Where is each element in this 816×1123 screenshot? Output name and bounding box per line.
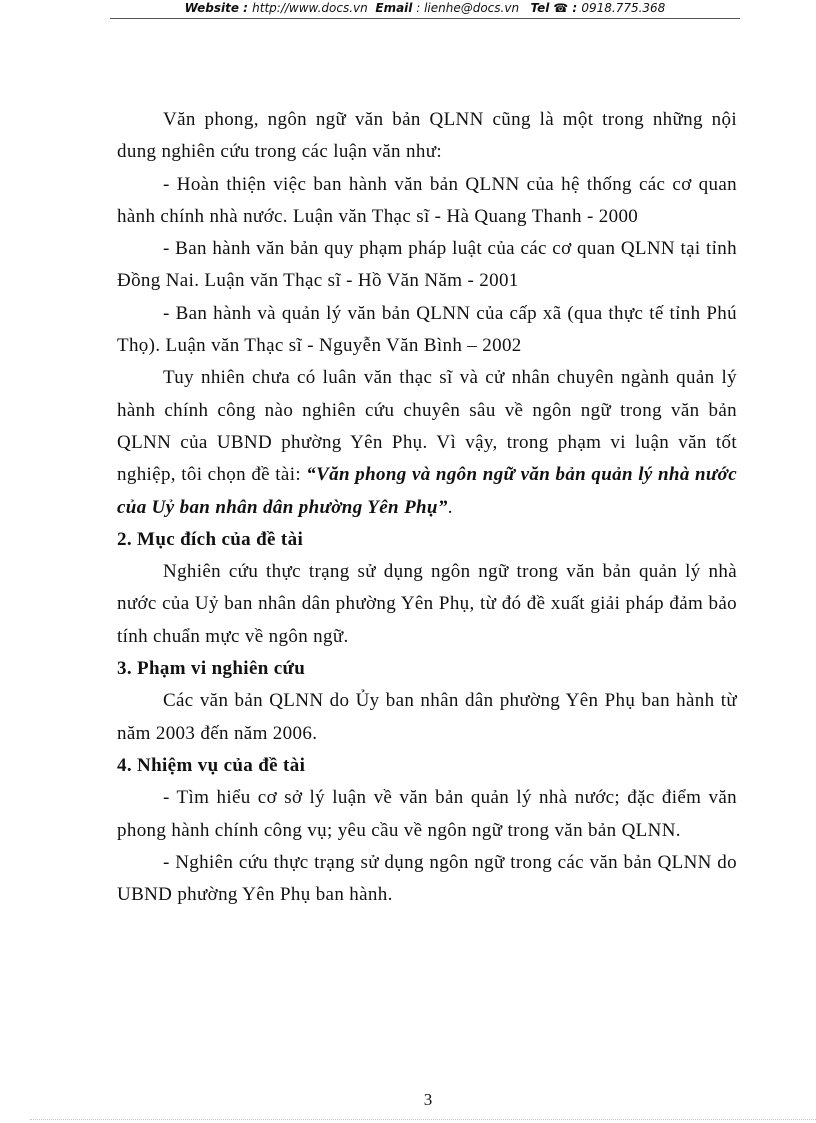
website-label: Website <box>184 1 239 15</box>
document-body <box>117 104 737 911</box>
footer-rule <box>30 1119 816 1120</box>
email-label: Email <box>375 1 413 15</box>
list-item: - Nghiên cứu thực trạng sử dụng ngôn ngữ trong các văn bản QLNN do UBND phường Yên Phụ ban hành. <box>117 851 737 906</box>
header-rule <box>110 18 740 19</box>
tel-number: 0918.775.368 <box>581 1 666 15</box>
paragraph-thesis-topic: Tuy nhiên chưa có luân văn thạc sĩ và cử nhân chuyên ngành quản lý hành chính công nào nghiên cứu chuyên sâu về ngôn ngữ trong văn bản QLNN của UBND phường Yên Phụ. Vì vậy, trong phạm vi luận văn tốt nghiệp, tôi chọn đề tài: “Văn phong và ngôn ngữ văn bản quản lý nhà nước của Uỷ ban nhân dân phường Yên Phụ”. <box>117 367 737 518</box>
thesis-title: “Văn phong và ngôn ngữ văn bản quản lý nhà nước của Uỷ ban nhân dân phường Yên Phụ” <box>117 464 737 518</box>
email-address: lienhe@docs.vn <box>424 1 520 15</box>
section-heading: 4. Nhiệm vụ của đề tài <box>117 754 306 776</box>
paragraph-text: Tuy nhiên chưa có luân văn thạc sĩ và cử nhân chuyên ngành quản lý hành chính công nào nghiên cứu chuyên sâu về ngôn ngữ trong văn bản QLNN của UBND phường Yên Phụ. Vì vậy, trong phạm vi luận văn tốt nghiệp, tôi chọn đề tài: <box>117 367 737 486</box>
page-header: Website : http://www.docs.vn Email : lienhe@docs.vn Tel ☎ : 0918.775.368 <box>184 1 666 15</box>
list-item: - Ban hành văn bản quy phạm pháp luật của các cơ quan QLNN tại tỉnh Đồng Nai. Luận văn Thạc sĩ - Hồ Văn Năm - 2001 <box>117 238 737 292</box>
paragraph: Các văn bản QLNN do Ủy ban nhân dân phường Yên Phụ ban hành từ năm 2003 đến năm 2006. <box>117 690 737 744</box>
list-item: - Ban hành và quản lý văn bản QLNN của cấp xã (qua thực tế tỉnh Phú Thọ). Luận văn Thạc sĩ - Nguyễn Văn Bình – 2002 <box>117 302 737 357</box>
paragraph: Nghiên cứu thực trạng sử dụng ngôn ngữ trong văn bản quản lý nhà nước của Uỷ ban nhân dân phường Yên Phụ, từ đó đề xuất giải pháp đảm bảo tính chuẩn mực về ngôn ngữ. <box>117 561 737 647</box>
list-item: - Hoàn thiện việc ban hành văn bản QLNN của hệ thống các cơ quan hành chính nhà nước. Luận văn Thạc sĩ - Hà Quang Thanh - 2000 <box>117 173 737 227</box>
phone-icon: ☎ <box>553 1 569 15</box>
tel-label: Tel <box>530 1 550 15</box>
paragraph: Văn phong, ngôn ngữ văn bản QLNN cũng là một trong những nội dung nghiên cứu trong các luận văn như: <box>117 109 737 163</box>
section-heading: 3. Phạm vi nghiên cứu <box>117 658 306 680</box>
section-heading: 2. Mục đích của đề tài <box>117 528 304 550</box>
website-url: http://www.docs.vn <box>252 1 368 15</box>
page-number: 3 <box>423 1090 433 1109</box>
list-item: - Tìm hiểu cơ sở lý luận về văn bản quản lý nhà nước; đặc điểm văn phong hành chính công vụ; yêu cầu về ngôn ngữ trong văn bản QLNN. <box>117 787 737 841</box>
